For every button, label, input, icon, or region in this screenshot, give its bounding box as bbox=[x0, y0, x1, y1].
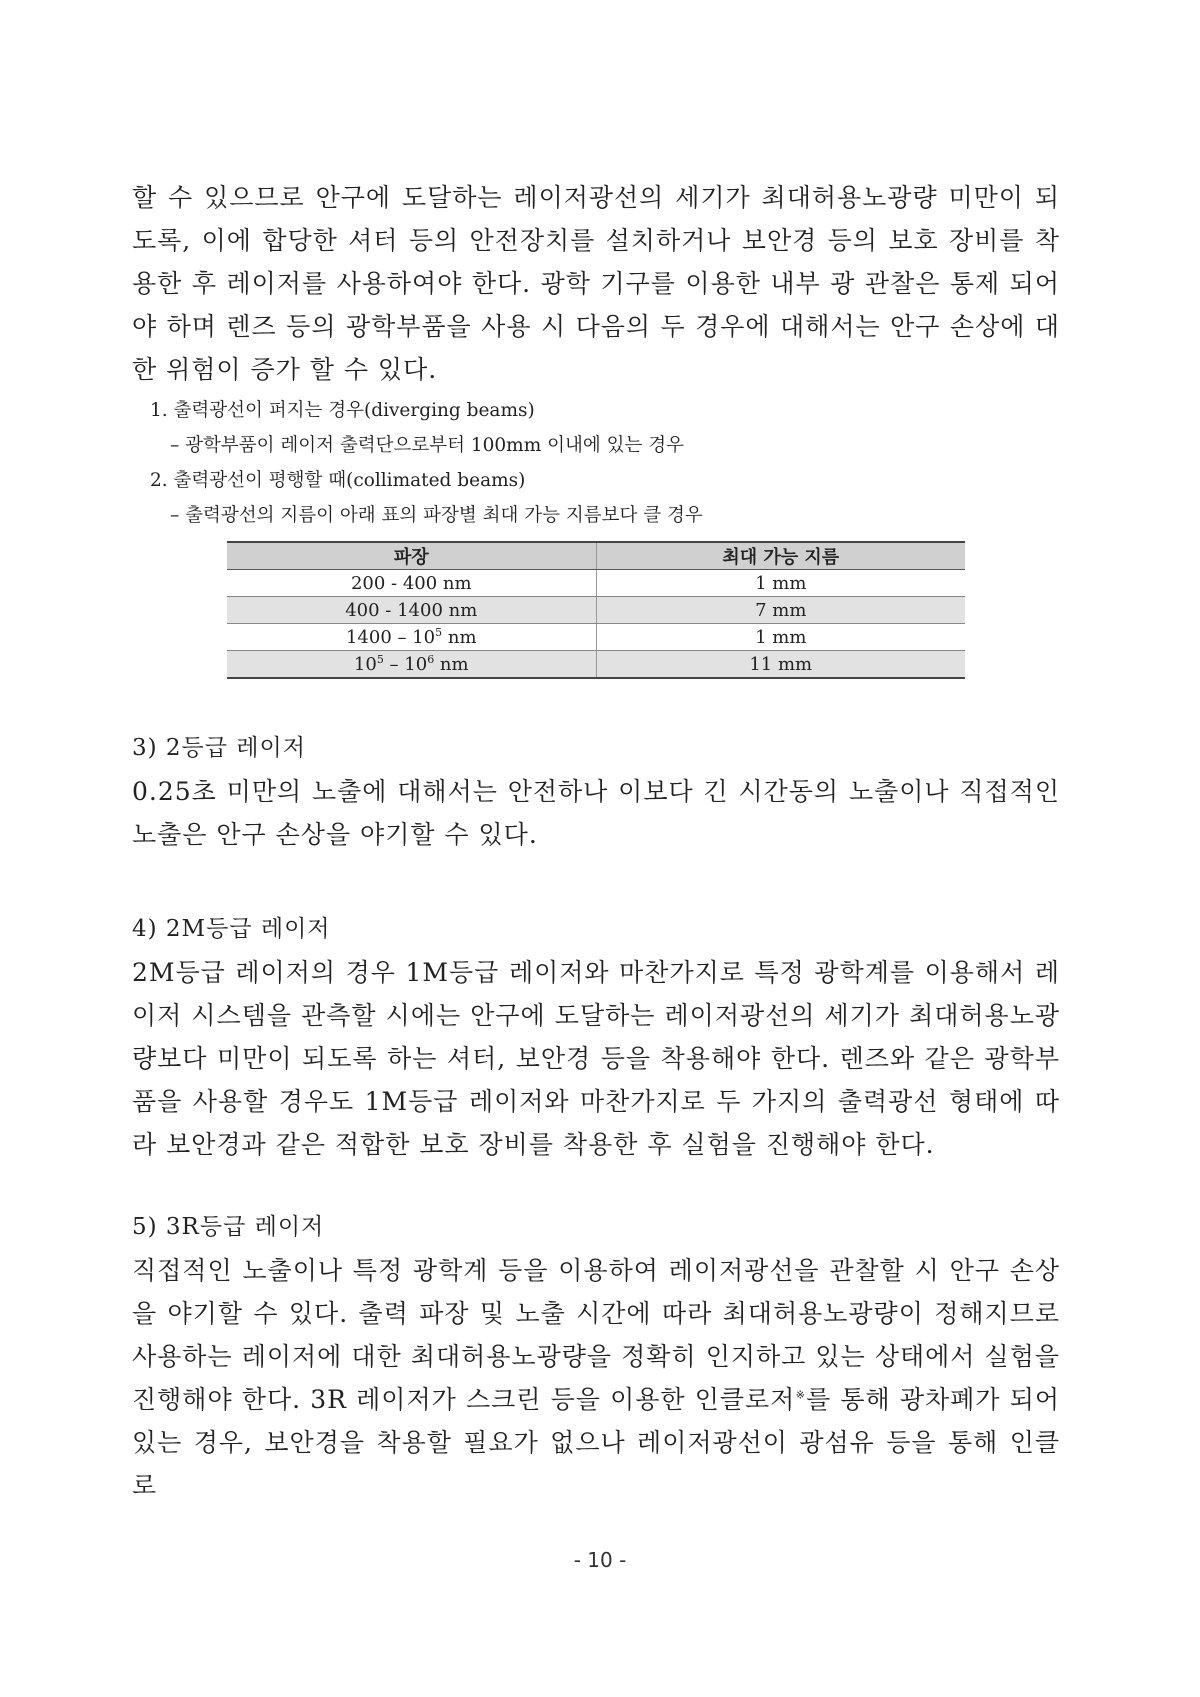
section-heading-class2: 3) 2등급 레이저 bbox=[132, 735, 306, 761]
wl-exponent: 6 bbox=[427, 652, 435, 666]
document-page bbox=[132, 176, 1060, 1507]
page-number: - 10 - bbox=[573, 1548, 627, 1572]
section-body-class2m: 2M등급 레이저의 경우 1M등급 레이저와 마찬가지로 특정 광학계를 이용해서 레이저 시스템을 관측할 시에는 안구에 도달하는 레이저광선의 세기가 최대허용노광량보다 미만이 되도록 하는 셔터, 보안경 등을 착용해야 한다. 렌즈와 같은 광학부품을 사용할 경우도 1M등급 레이저와 마찬가지로 두 가지의 출력광선 형태에 따라 보안경과 같은 적합한 보호 장비를 착용한 후 실험을 진행해야 한다. bbox=[132, 958, 1060, 1159]
list-item-collimated: 2. 출력광선이 평행할 때(collimated beams) bbox=[150, 470, 526, 491]
list-subitem-collimated: – 출력광선의 지름이 아래 표의 파장별 최대 가능 지름보다 클 경우 bbox=[170, 505, 703, 526]
list-subitem-diverging: – 광학부품이 레이저 출력단으로부터 100mm 이내에 있는 경우 bbox=[170, 435, 684, 456]
wl-text: 1400 – 10 bbox=[345, 626, 436, 648]
wl-exponent: 5 bbox=[376, 652, 384, 666]
wl-unit: nm bbox=[442, 626, 477, 648]
cell-wavelength: 400 - 1400 nm bbox=[227, 597, 596, 624]
list-item-diverging: 1. 출력광선이 퍼지는 경우(diverging beams) bbox=[150, 400, 535, 421]
cell-diameter: 7 mm bbox=[596, 597, 965, 624]
cell-diameter: 11 mm bbox=[596, 651, 965, 679]
table-row bbox=[227, 597, 965, 624]
wl-text: 10 bbox=[353, 653, 377, 675]
condition-list bbox=[132, 393, 1060, 533]
section-body-class3r bbox=[132, 1249, 1060, 1507]
table-header-row bbox=[227, 542, 965, 570]
table-row bbox=[227, 624, 965, 651]
section-heading-class3r: 5) 3R등급 레이저 bbox=[132, 1214, 325, 1240]
wl-exponent: 5 bbox=[435, 625, 443, 639]
cell-wavelength: 200 - 400 nm bbox=[227, 570, 596, 597]
cell-diameter: 1 mm bbox=[596, 624, 965, 651]
header-wavelength: 파장 bbox=[227, 542, 596, 570]
wl-text: – 10 bbox=[383, 653, 428, 675]
cell-wavelength bbox=[227, 624, 596, 651]
intro-paragraph: 할 수 있으므로 안구에 도달하는 레이저광선의 세기가 최대허용노광량 미만이 되도록, 이에 합당한 셔터 등의 안전장치를 설치하거나 보안경 등의 보호 장비를 착용한 후 레이저를 사용하여야 한다. 광학 기구를 이용한 내부 광 관찰은 통제 되어야 하며 렌즈 등의 광학부품을 사용 시 다음의 두 경우에 대해서는 안구 손상에 대한 위험이 증가 할 수 있다. bbox=[132, 183, 1060, 384]
wavelength-diameter-table bbox=[227, 541, 965, 679]
wl-unit: nm bbox=[434, 653, 469, 675]
footnote-mark: ※ bbox=[795, 1388, 807, 1402]
header-max-diameter: 최대 가능 지름 bbox=[596, 542, 965, 570]
cell-diameter: 1 mm bbox=[596, 570, 965, 597]
table-row bbox=[227, 570, 965, 597]
body-text: 를 통해 광차폐가 되어 있는 경우, 보안경을 착용할 필요가 없으나 레이저광선이 광섬유 등을 통해 인클로 bbox=[132, 1385, 1060, 1500]
table-row bbox=[227, 651, 965, 679]
section-body-class2: 0.25초 미만의 노출에 대해서는 안전하나 이보다 긴 시간동의 노출이나 직접적인 노출은 안구 손상을 야기할 수 있다. bbox=[132, 777, 1060, 849]
body-text: 직접적인 노출이나 특정 광학계 등을 이용하여 레이저광선을 관찰할 시 안구 손상을 야기할 수 있다. 출력 파장 및 노출 시간에 따라 최대허용노광량이 정해지므로 사용하는 레이저에 대한 최대허용노광량을 정확히 인지하고 있는 상태에서 실험을 진행해야 한다. 3R 레이저가 스크린 등을 이용한 인클로저 bbox=[132, 1256, 1060, 1414]
cell-wavelength bbox=[227, 651, 596, 679]
section-heading-class2m: 4) 2M등급 레이저 bbox=[132, 916, 331, 942]
